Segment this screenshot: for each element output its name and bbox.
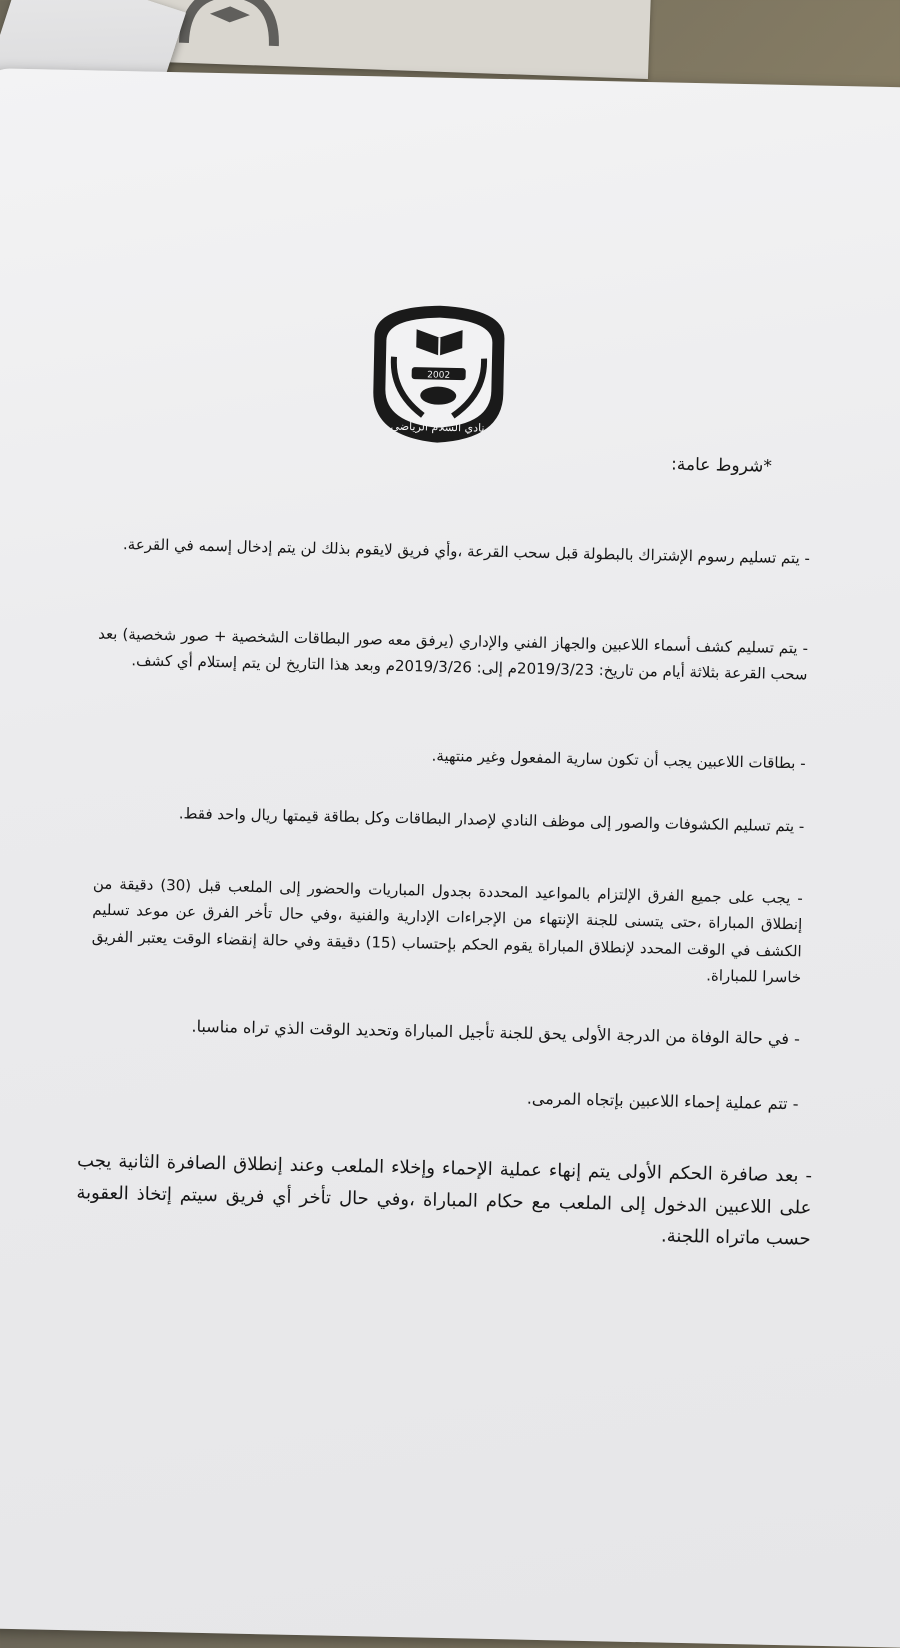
condition-item: - في حالة الوفاة من الدرجة الأولى يحق للجنة تأجيل المباراة وتحديد الوقت الذي تراه مناسبا. (191, 1016, 801, 1049)
section-heading: *شروط عامة: (670, 454, 773, 477)
club-logo-partial-icon (174, 0, 286, 56)
background-sheet (128, 0, 652, 79)
condition-item: - يتم تسليم كشف أسماء اللاعبين والجهاز الفني والإداري (يرفق معه صور البطاقات الشخصية + صور شخصية) بعد سحب القرعة بثلاثة أيام من تاريخ: 2019/3/23م إلى: 2019/3/26م وبعد هذا التاريخ لن يتم إستلام أي كشف. (97, 624, 809, 684)
emblem-club-name: نادي السلام الرياضي (390, 419, 485, 435)
condition-item: - يجب على جميع الفرق الإلتزام بالمواعيد المحددة بجدول المباريات والحضور إلى الملعب قبل (30) دقيقة من إنطلاق المباراة ،حتى يتسنى للجنة الإنتهاء من الإجراءات الإدارية والفنية ،وفي حال تأخر الفرق عن موعد تسليم الكشف في الوقت المحدد لإنطلاق المباراة يقوم الحكم بإحتساب (15) دقيقة وفي حالة إنقضاء الوقت يعتبر الفريق خاسرا للمباراة. (91, 874, 803, 987)
condition-item: - بطاقات اللاعبين يجب أن تكون سارية المفعول وغير منتهية. (431, 746, 806, 773)
club-emblem-icon (352, 296, 525, 450)
document-sheet (0, 68, 900, 1648)
condition-item: - بعد صافرة الحكم الأولى يتم إنهاء عملية الإحماء وإخلاء الملعب وعند إنطلاق الصافرة الثانية يجب على اللاعبين الدخول إلى الملعب مع حكام المباراة ،وفي حال تأخر أي فريق سيتم إتخاذ العقوبة حسب ماتراه اللجنة. (76, 1150, 813, 1250)
emblem-year: 2002 (427, 370, 451, 381)
condition-item: - تتم عملية إحماء اللاعبين بإتجاه المرمى. (526, 1088, 799, 1114)
condition-item: - يتم تسليم الكشوفات والصور إلى موظف النادي لإصدار البطاقات وكل بطاقة قيمتها ريال واحد فقط. (178, 804, 805, 836)
condition-item: - يتم تسليم رسوم الإشتراك بالبطولة قبل سحب القرعة ،وأي فريق لايقوم بذلك لن يتم إدخال إسمه في القرعة. (122, 535, 811, 568)
